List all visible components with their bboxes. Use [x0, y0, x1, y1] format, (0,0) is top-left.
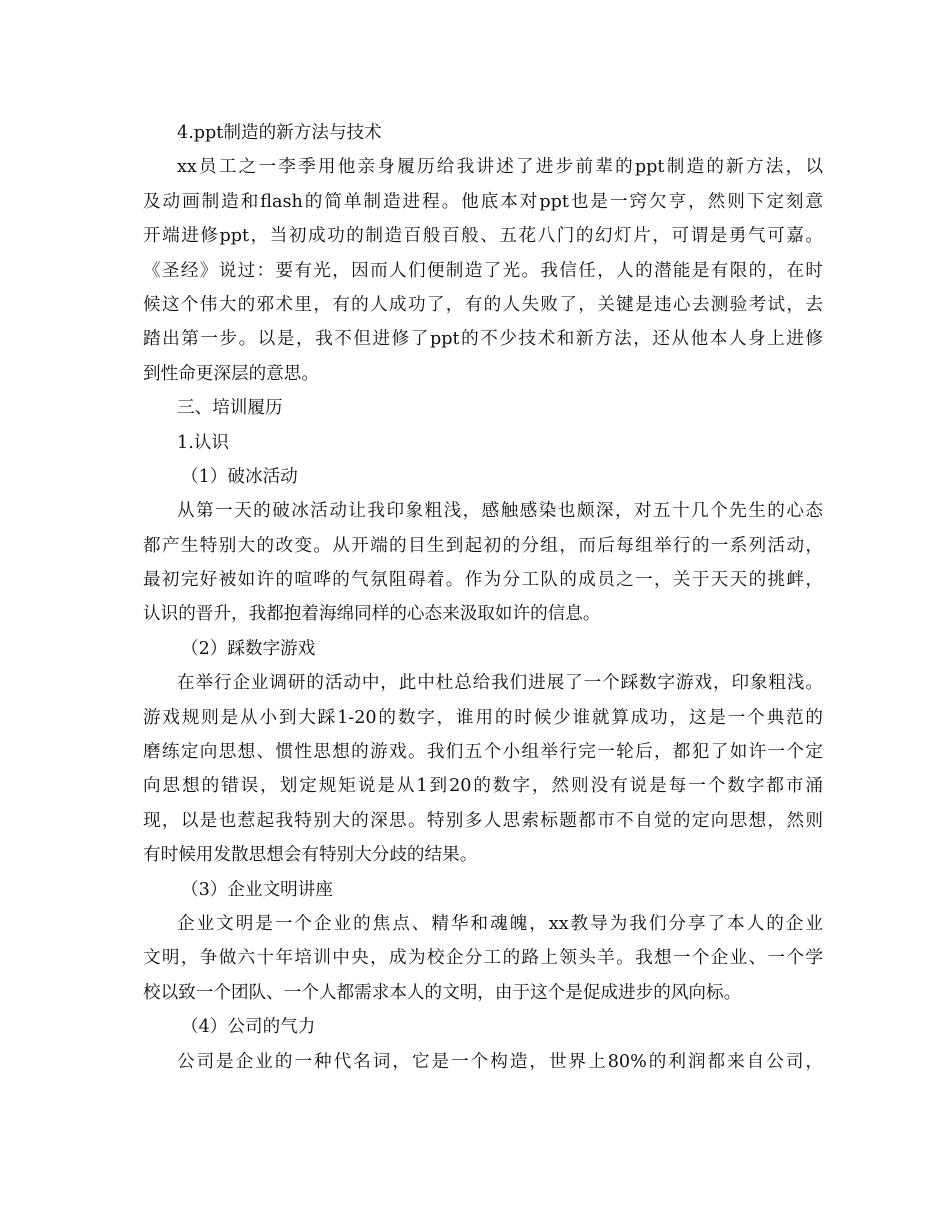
section-heading: （2）踩数字游戏 — [181, 638, 316, 659]
paragraph-line: 公司是企业的一种代名词，它是一个构造，世界上80%的利润都来自公司， — [177, 1051, 823, 1072]
paragraph-line: 企业文明是一个企业的焦点、精华和魂魄，xx教导为我们分享了本人的企业 — [177, 913, 823, 934]
paragraph-line: 及动画制造和flash的简单制造进程。他底本对ppt也是一窍欠亨，然则下定刻意 — [143, 191, 823, 212]
section-heading: 三、培训履历 — [177, 398, 283, 419]
paragraph-line: 现，以是也惹起我特别大的深思。特别多人思索标题都市不自觉的定向思想，然则 — [143, 810, 823, 831]
document-body — [143, 116, 823, 1079]
paragraph-line: 向思想的错误，划定规矩说是从1到20的数字，然则没有说是每一个数字都市涌 — [143, 776, 823, 797]
paragraph-line: 都产生特别大的改变。从开端的目生到起初的分组，而后每组举行的一系列活动， — [143, 535, 823, 556]
paragraph-line: 文明，争做六十年培训中央，成为校企分工的路上领头羊。我想一个企业、一个学 — [143, 948, 823, 969]
section-heading: 4.ppt制造的新方法与技术 — [177, 123, 382, 143]
section-heading: （4）公司的气力 — [181, 1017, 316, 1038]
paragraph-line: 磨练定向思想、惯性思想的游戏。我们五个小组举行完一轮后，都犯了如许一个定 — [143, 742, 823, 763]
paragraph-line: 《圣经》说过：要有光，因而人们便制造了光。我信任，人的潜能是有限的，在时 — [143, 260, 823, 281]
paragraph-line: 有时候用发散思想会有特别大分歧的结果。 — [143, 845, 478, 866]
paragraph-line: 开端进修ppt，当初成功的制造百般百般、五花八门的幻灯片，可谓是勇气可嘉。 — [143, 226, 823, 247]
paragraph-line: 认识的晋升，我都抱着海绵同样的心态来汲取如许的信息。 — [143, 604, 601, 625]
section-heading: （3）企业文明讲座 — [181, 879, 333, 900]
paragraph-line: 踏出第一步。以是，我不但进修了ppt的不少技术和新方法，还从他本人身上进修 — [143, 329, 823, 350]
paragraph-line: xx员工之一李季用他亲身履历给我讲述了进步前辈的ppt制造的新方法，以 — [177, 157, 823, 178]
section-heading: （1）破冰活动 — [181, 466, 298, 487]
section-heading: 1.认识 — [177, 432, 229, 453]
paragraph-line: 候这个伟大的邪术里，有的人成功了，有的人失败了，关键是违心去测验考试，去 — [143, 294, 823, 315]
paragraph-line: 校以致一个团队、一个人都需求本人的文明，由于这个是促成进步的风向标。 — [143, 982, 742, 1003]
paragraph-line: 最初完好被如许的喧哗的气氛阻碍着。作为分工队的成员之一，关于天天的挑衅， — [143, 570, 823, 591]
paragraph-line: 从第一天的破冰活动让我印象粗浅，感触感染也颇深，对五十几个先生的心态 — [177, 501, 823, 522]
paragraph-line: 在举行企业调研的活动中，此中杜总给我们进展了一个踩数字游戏，印象粗浅。 — [177, 673, 823, 694]
paragraph-line: 到性命更深层的意思。 — [143, 363, 319, 384]
paragraph-line: 游戏规则是从小到大踩1-20的数字，谁用的时候少谁就算成功，这是一个典范的 — [143, 707, 823, 728]
